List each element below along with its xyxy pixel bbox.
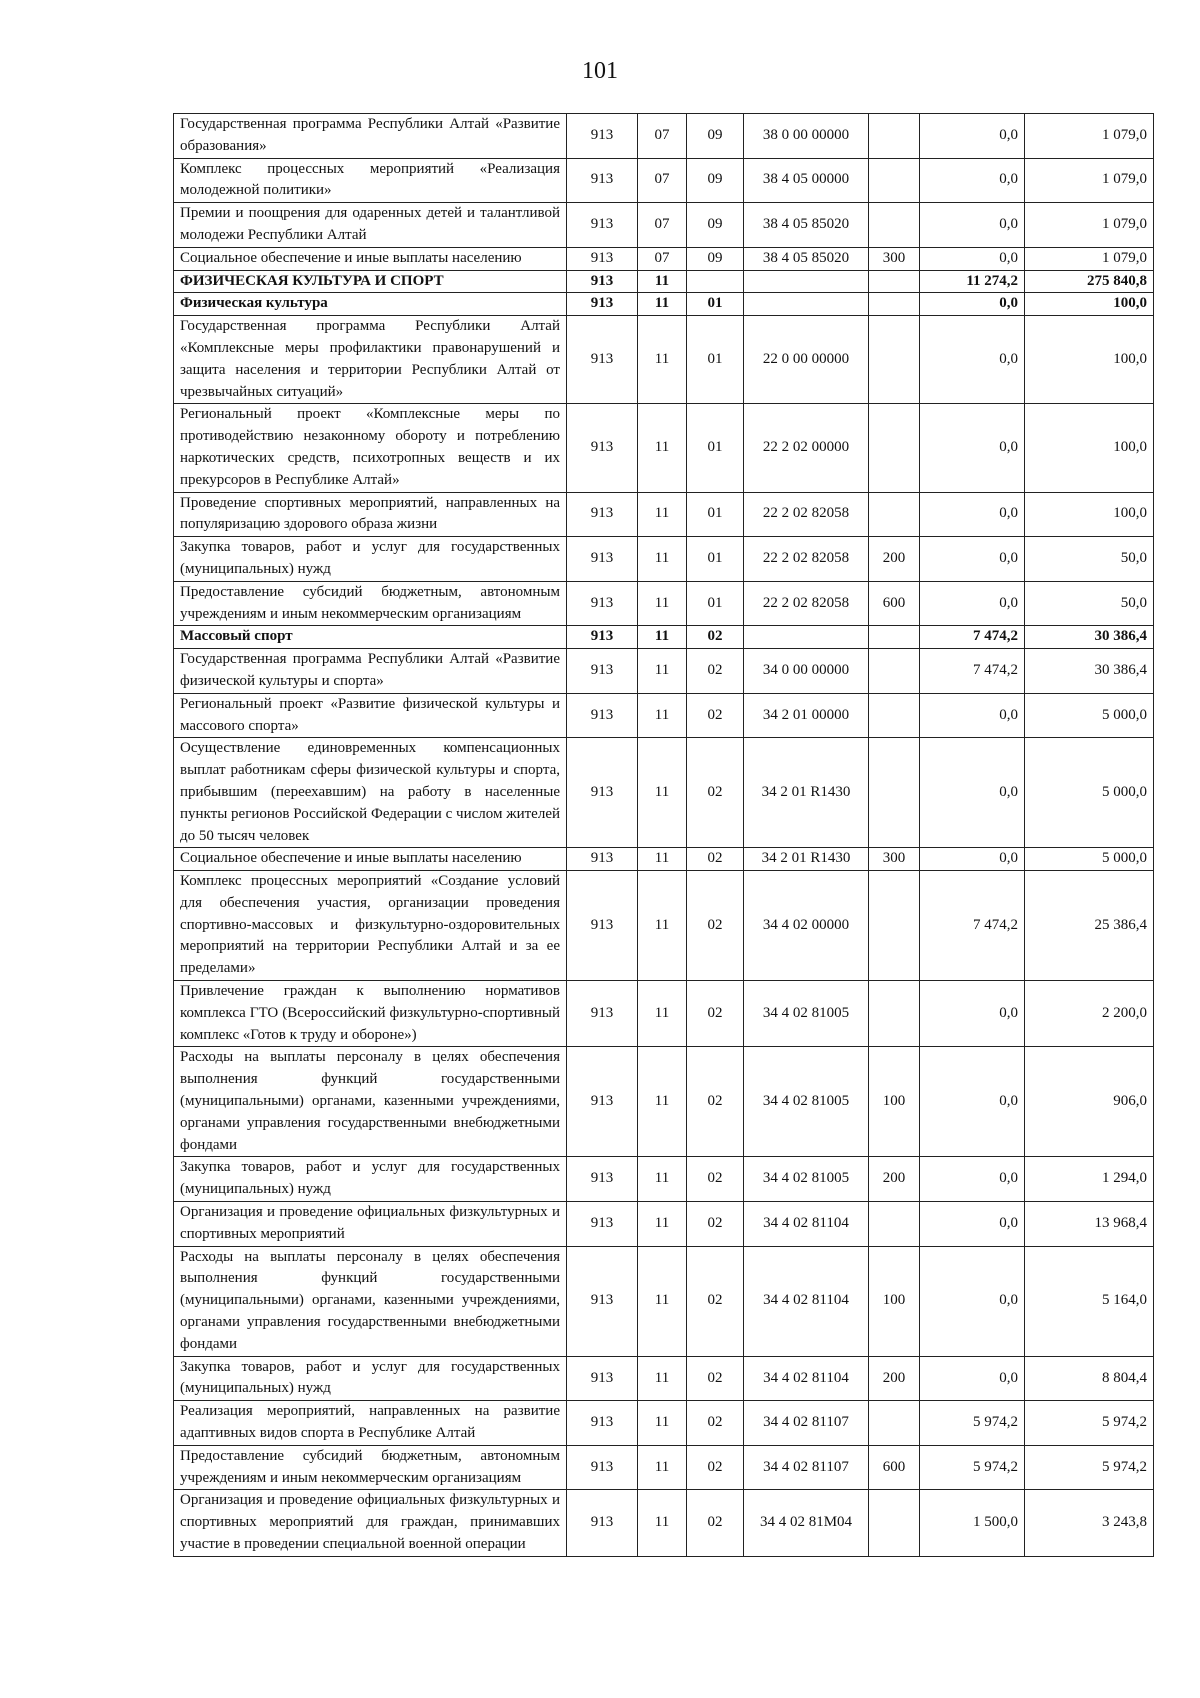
ministry-code-cell: 913 xyxy=(567,693,638,738)
amount-2-cell: 5 164,0 xyxy=(1025,1246,1154,1356)
subsection-code-cell xyxy=(687,270,744,293)
target-article-cell: 34 4 02 81005 xyxy=(744,1047,869,1157)
target-article-cell: 34 0 00 00000 xyxy=(744,649,869,694)
table-row xyxy=(174,626,1154,649)
expense-type-cell xyxy=(869,1202,920,1247)
section-code-cell: 11 xyxy=(638,1401,687,1446)
target-article-cell xyxy=(744,626,869,649)
budget-table xyxy=(173,113,1154,1557)
subsection-code-cell: 02 xyxy=(687,1246,744,1356)
table-row xyxy=(174,738,1154,848)
ministry-code-cell: 913 xyxy=(567,1490,638,1556)
table-row xyxy=(174,1490,1154,1556)
row-name-cell: Комплекс процессных мероприятий «Реализация молодежной политики» xyxy=(174,158,567,203)
row-name-cell: Региональный проект «Комплексные меры по противодействию незаконному обороту и потреблению наркотических средств, психотропных веществ и их прекурсоров в Республике Алтай» xyxy=(174,404,567,492)
amount-1-cell: 0,0 xyxy=(920,738,1025,848)
expense-type-cell xyxy=(869,871,920,981)
section-code-cell: 11 xyxy=(638,1445,687,1490)
section-code-cell: 11 xyxy=(638,649,687,694)
subsection-code-cell: 02 xyxy=(687,626,744,649)
subsection-code-cell: 01 xyxy=(687,492,744,537)
amount-1-cell: 0,0 xyxy=(920,1356,1025,1401)
expense-type-cell: 100 xyxy=(869,1246,920,1356)
amount-1-cell: 0,0 xyxy=(920,1157,1025,1202)
ministry-code-cell: 913 xyxy=(567,203,638,248)
expense-type-cell xyxy=(869,270,920,293)
target-article-cell: 34 4 02 81104 xyxy=(744,1246,869,1356)
amount-2-cell: 3 243,8 xyxy=(1025,1490,1154,1556)
subsection-code-cell: 02 xyxy=(687,1202,744,1247)
target-article-cell: 34 4 02 81107 xyxy=(744,1401,869,1446)
table-row xyxy=(174,158,1154,203)
row-name-cell: Премии и поощрения для одаренных детей и талантливой молодежи Республики Алтай xyxy=(174,203,567,248)
ministry-code-cell: 913 xyxy=(567,1157,638,1202)
expense-type-cell: 600 xyxy=(869,1445,920,1490)
section-code-cell: 11 xyxy=(638,1356,687,1401)
amount-1-cell: 0,0 xyxy=(920,316,1025,404)
row-name-cell: Закупка товаров, работ и услуг для государственных (муниципальных) нужд xyxy=(174,1356,567,1401)
target-article-cell xyxy=(744,270,869,293)
target-article-cell: 38 0 00 00000 xyxy=(744,114,869,159)
row-name-cell: Расходы на выплаты персоналу в целях обеспечения выполнения функций государственными (муниципальными) органами, казенными учреждениями, органами управления государственными внебюджетными фондами xyxy=(174,1246,567,1356)
ministry-code-cell: 913 xyxy=(567,848,638,871)
subsection-code-cell: 09 xyxy=(687,114,744,159)
target-article-cell: 34 4 02 81104 xyxy=(744,1202,869,1247)
subsection-code-cell: 01 xyxy=(687,537,744,582)
target-article-cell: 34 4 02 81М04 xyxy=(744,1490,869,1556)
section-code-cell: 11 xyxy=(638,270,687,293)
expense-type-cell xyxy=(869,1490,920,1556)
ministry-code-cell: 913 xyxy=(567,404,638,492)
amount-2-cell: 30 386,4 xyxy=(1025,626,1154,649)
row-name-cell: Государственная программа Республики Алтай «Комплексные меры профилактики правонарушений и защита населения и территории Республики Алтай от чрезвычайных ситуаций» xyxy=(174,316,567,404)
amount-2-cell: 2 200,0 xyxy=(1025,981,1154,1047)
subsection-code-cell: 01 xyxy=(687,316,744,404)
amount-2-cell: 5 000,0 xyxy=(1025,693,1154,738)
subsection-code-cell: 01 xyxy=(687,293,744,316)
expense-type-cell xyxy=(869,158,920,203)
target-article-cell xyxy=(744,293,869,316)
expense-type-cell: 200 xyxy=(869,1356,920,1401)
section-code-cell: 11 xyxy=(638,404,687,492)
subsection-code-cell: 09 xyxy=(687,203,744,248)
row-name-cell: Проведение спортивных мероприятий, направленных на популяризацию здорового образа жизни xyxy=(174,492,567,537)
amount-1-cell: 0,0 xyxy=(920,848,1025,871)
amount-1-cell: 7 474,2 xyxy=(920,626,1025,649)
row-name-cell: ФИЗИЧЕСКАЯ КУЛЬТУРА И СПОРТ xyxy=(174,270,567,293)
table-row xyxy=(174,871,1154,981)
expense-type-cell: 200 xyxy=(869,1157,920,1202)
expense-type-cell xyxy=(869,293,920,316)
target-article-cell: 22 2 02 82058 xyxy=(744,581,869,626)
subsection-code-cell: 02 xyxy=(687,1490,744,1556)
subsection-code-cell: 02 xyxy=(687,1157,744,1202)
row-name-cell: Предоставление субсидий бюджетным, автономным учреждениям и иным некоммерческим организациям xyxy=(174,581,567,626)
target-article-cell: 34 4 02 81104 xyxy=(744,1356,869,1401)
row-name-cell: Комплекс процессных мероприятий «Создание условий для обеспечения участия, организации проведения спортивно-массовых и физкультурно-оздоровительных мероприятий на территории Республики Алтай и за ее пределами» xyxy=(174,871,567,981)
row-name-cell: Расходы на выплаты персоналу в целях обеспечения выполнения функций государственными (муниципальными) органами, казенными учреждениями, органами управления государственными внебюджетными фондами xyxy=(174,1047,567,1157)
row-name-cell: Организация и проведение официальных физкультурных и спортивных мероприятий для граждан, принимавших участие в проведении специальной военной операции xyxy=(174,1490,567,1556)
ministry-code-cell: 913 xyxy=(567,581,638,626)
ministry-code-cell: 913 xyxy=(567,293,638,316)
expense-type-cell xyxy=(869,738,920,848)
table-row xyxy=(174,1401,1154,1446)
ministry-code-cell: 913 xyxy=(567,1445,638,1490)
subsection-code-cell: 02 xyxy=(687,981,744,1047)
amount-2-cell: 100,0 xyxy=(1025,404,1154,492)
subsection-code-cell: 02 xyxy=(687,1047,744,1157)
amount-2-cell: 100,0 xyxy=(1025,316,1154,404)
amount-1-cell: 0,0 xyxy=(920,404,1025,492)
row-name-cell: Социальное обеспечение и иные выплаты населению xyxy=(174,848,567,871)
table-row xyxy=(174,316,1154,404)
ministry-code-cell: 913 xyxy=(567,158,638,203)
subsection-code-cell: 02 xyxy=(687,848,744,871)
subsection-code-cell: 09 xyxy=(687,158,744,203)
target-article-cell: 22 0 00 00000 xyxy=(744,316,869,404)
section-code-cell: 11 xyxy=(638,693,687,738)
table-row xyxy=(174,1202,1154,1247)
ministry-code-cell: 913 xyxy=(567,649,638,694)
amount-1-cell: 0,0 xyxy=(920,581,1025,626)
row-name-cell: Привлечение граждан к выполнению нормативов комплекса ГТО (Всероссийский физкультурно-спортивный комплекс «Готов к труду и обороне») xyxy=(174,981,567,1047)
amount-1-cell: 0,0 xyxy=(920,981,1025,1047)
subsection-code-cell: 02 xyxy=(687,1445,744,1490)
table-row xyxy=(174,114,1154,159)
amount-1-cell: 0,0 xyxy=(920,158,1025,203)
target-article-cell: 38 4 05 85020 xyxy=(744,247,869,270)
expense-type-cell xyxy=(869,981,920,1047)
target-article-cell: 22 2 02 00000 xyxy=(744,404,869,492)
amount-1-cell: 0,0 xyxy=(920,693,1025,738)
ministry-code-cell: 913 xyxy=(567,1202,638,1247)
row-name-cell: Региональный проект «Развитие физической культуры и массового спорта» xyxy=(174,693,567,738)
subsection-code-cell: 02 xyxy=(687,738,744,848)
table-row xyxy=(174,1356,1154,1401)
ministry-code-cell: 913 xyxy=(567,1356,638,1401)
amount-2-cell: 50,0 xyxy=(1025,537,1154,582)
ministry-code-cell: 913 xyxy=(567,114,638,159)
row-name-cell: Реализация мероприятий, направленных на развитие адаптивных видов спорта в Республике Алтай xyxy=(174,1401,567,1446)
table-row xyxy=(174,293,1154,316)
target-article-cell: 22 2 02 82058 xyxy=(744,537,869,582)
expense-type-cell xyxy=(869,626,920,649)
table-row xyxy=(174,1246,1154,1356)
amount-2-cell: 30 386,4 xyxy=(1025,649,1154,694)
expense-type-cell: 600 xyxy=(869,581,920,626)
ministry-code-cell: 913 xyxy=(567,492,638,537)
subsection-code-cell: 02 xyxy=(687,871,744,981)
amount-2-cell: 5 000,0 xyxy=(1025,848,1154,871)
section-code-cell: 11 xyxy=(638,293,687,316)
section-code-cell: 11 xyxy=(638,492,687,537)
row-name-cell: Закупка товаров, работ и услуг для государственных (муниципальных) нужд xyxy=(174,1157,567,1202)
amount-1-cell: 0,0 xyxy=(920,203,1025,248)
section-code-cell: 11 xyxy=(638,1047,687,1157)
subsection-code-cell: 01 xyxy=(687,404,744,492)
expense-type-cell xyxy=(869,693,920,738)
target-article-cell: 34 2 01 R1430 xyxy=(744,738,869,848)
row-name-cell: Организация и проведение официальных физкультурных и спортивных мероприятий xyxy=(174,1202,567,1247)
ministry-code-cell: 913 xyxy=(567,1401,638,1446)
section-code-cell: 11 xyxy=(638,738,687,848)
target-article-cell: 34 2 01 00000 xyxy=(744,693,869,738)
section-code-cell: 11 xyxy=(638,871,687,981)
expense-type-cell xyxy=(869,492,920,537)
expense-type-cell: 100 xyxy=(869,1047,920,1157)
section-code-cell: 07 xyxy=(638,247,687,270)
ministry-code-cell: 913 xyxy=(567,316,638,404)
page-number: 101 xyxy=(582,58,618,84)
amount-1-cell: 0,0 xyxy=(920,492,1025,537)
amount-1-cell: 5 974,2 xyxy=(920,1401,1025,1446)
amount-1-cell: 1 500,0 xyxy=(920,1490,1025,1556)
table-row xyxy=(174,537,1154,582)
amount-2-cell: 1 079,0 xyxy=(1025,158,1154,203)
amount-1-cell: 0,0 xyxy=(920,1246,1025,1356)
expense-type-cell xyxy=(869,649,920,694)
ministry-code-cell: 913 xyxy=(567,1246,638,1356)
expense-type-cell xyxy=(869,114,920,159)
subsection-code-cell: 02 xyxy=(687,1401,744,1446)
target-article-cell: 38 4 05 00000 xyxy=(744,158,869,203)
ministry-code-cell: 913 xyxy=(567,537,638,582)
expense-type-cell xyxy=(869,203,920,248)
ministry-code-cell: 913 xyxy=(567,270,638,293)
row-name-cell: Закупка товаров, работ и услуг для государственных (муниципальных) нужд xyxy=(174,537,567,582)
row-name-cell: Предоставление субсидий бюджетным, автономным учреждениям и иным некоммерческим организациям xyxy=(174,1445,567,1490)
amount-1-cell: 11 274,2 xyxy=(920,270,1025,293)
section-code-cell: 11 xyxy=(638,581,687,626)
section-code-cell: 11 xyxy=(638,1490,687,1556)
table-row xyxy=(174,981,1154,1047)
section-code-cell: 11 xyxy=(638,537,687,582)
amount-1-cell: 7 474,2 xyxy=(920,871,1025,981)
table-row xyxy=(174,404,1154,492)
target-article-cell: 34 4 02 81107 xyxy=(744,1445,869,1490)
row-name-cell: Социальное обеспечение и иные выплаты населению xyxy=(174,247,567,270)
ministry-code-cell: 913 xyxy=(567,1047,638,1157)
section-code-cell: 11 xyxy=(638,1246,687,1356)
expense-type-cell: 300 xyxy=(869,848,920,871)
amount-1-cell: 0,0 xyxy=(920,247,1025,270)
amount-2-cell: 13 968,4 xyxy=(1025,1202,1154,1247)
amount-1-cell: 0,0 xyxy=(920,1047,1025,1157)
amount-1-cell: 5 974,2 xyxy=(920,1445,1025,1490)
amount-2-cell: 50,0 xyxy=(1025,581,1154,626)
amount-2-cell: 8 804,4 xyxy=(1025,1356,1154,1401)
table-row xyxy=(174,581,1154,626)
target-article-cell: 34 4 02 81005 xyxy=(744,1157,869,1202)
amount-1-cell: 0,0 xyxy=(920,1202,1025,1247)
section-code-cell: 11 xyxy=(638,626,687,649)
table-row xyxy=(174,492,1154,537)
amount-2-cell: 275 840,8 xyxy=(1025,270,1154,293)
expense-type-cell xyxy=(869,1401,920,1446)
section-code-cell: 07 xyxy=(638,203,687,248)
ministry-code-cell: 913 xyxy=(567,738,638,848)
subsection-code-cell: 02 xyxy=(687,1356,744,1401)
amount-2-cell: 100,0 xyxy=(1025,293,1154,316)
ministry-code-cell: 913 xyxy=(567,981,638,1047)
row-name-cell: Государственная программа Республики Алтай «Развитие физической культуры и спорта» xyxy=(174,649,567,694)
table-row xyxy=(174,1445,1154,1490)
target-article-cell: 22 2 02 82058 xyxy=(744,492,869,537)
amount-1-cell: 0,0 xyxy=(920,537,1025,582)
section-code-cell: 11 xyxy=(638,1202,687,1247)
table-row xyxy=(174,1157,1154,1202)
amount-2-cell: 25 386,4 xyxy=(1025,871,1154,981)
target-article-cell: 34 4 02 81005 xyxy=(744,981,869,1047)
section-code-cell: 11 xyxy=(638,981,687,1047)
section-code-cell: 11 xyxy=(638,1157,687,1202)
target-article-cell: 34 2 01 R1430 xyxy=(744,848,869,871)
expense-type-cell: 300 xyxy=(869,247,920,270)
expense-type-cell xyxy=(869,404,920,492)
table-row xyxy=(174,649,1154,694)
table-row xyxy=(174,247,1154,270)
amount-1-cell: 0,0 xyxy=(920,114,1025,159)
amount-2-cell: 5 974,2 xyxy=(1025,1401,1154,1446)
amount-2-cell: 1 079,0 xyxy=(1025,203,1154,248)
amount-2-cell: 5 000,0 xyxy=(1025,738,1154,848)
table-row xyxy=(174,848,1154,871)
amount-2-cell: 1 079,0 xyxy=(1025,247,1154,270)
section-code-cell: 07 xyxy=(638,114,687,159)
subsection-code-cell: 01 xyxy=(687,581,744,626)
section-code-cell: 11 xyxy=(638,848,687,871)
ministry-code-cell: 913 xyxy=(567,247,638,270)
row-name-cell: Осуществление единовременных компенсационных выплат работникам сферы физической культуры и спорта, прибывшим (переехавшим) на работу в населенные пункты регионов Российской Федерации с числом жителей до 50 тысяч человек xyxy=(174,738,567,848)
table-row xyxy=(174,203,1154,248)
row-name-cell: Физическая культура xyxy=(174,293,567,316)
amount-1-cell: 0,0 xyxy=(920,293,1025,316)
target-article-cell: 34 4 02 00000 xyxy=(744,871,869,981)
table-row xyxy=(174,1047,1154,1157)
row-name-cell: Массовый спорт xyxy=(174,626,567,649)
table-row xyxy=(174,270,1154,293)
amount-2-cell: 906,0 xyxy=(1025,1047,1154,1157)
amount-2-cell: 1 079,0 xyxy=(1025,114,1154,159)
subsection-code-cell: 02 xyxy=(687,693,744,738)
amount-1-cell: 7 474,2 xyxy=(920,649,1025,694)
row-name-cell: Государственная программа Республики Алтай «Развитие образования» xyxy=(174,114,567,159)
section-code-cell: 11 xyxy=(638,316,687,404)
target-article-cell: 38 4 05 85020 xyxy=(744,203,869,248)
table-row xyxy=(174,693,1154,738)
section-code-cell: 07 xyxy=(638,158,687,203)
amount-2-cell: 5 974,2 xyxy=(1025,1445,1154,1490)
ministry-code-cell: 913 xyxy=(567,871,638,981)
expense-type-cell: 200 xyxy=(869,537,920,582)
amount-2-cell: 1 294,0 xyxy=(1025,1157,1154,1202)
ministry-code-cell: 913 xyxy=(567,626,638,649)
amount-2-cell: 100,0 xyxy=(1025,492,1154,537)
subsection-code-cell: 02 xyxy=(687,649,744,694)
subsection-code-cell: 09 xyxy=(687,247,744,270)
expense-type-cell xyxy=(869,316,920,404)
